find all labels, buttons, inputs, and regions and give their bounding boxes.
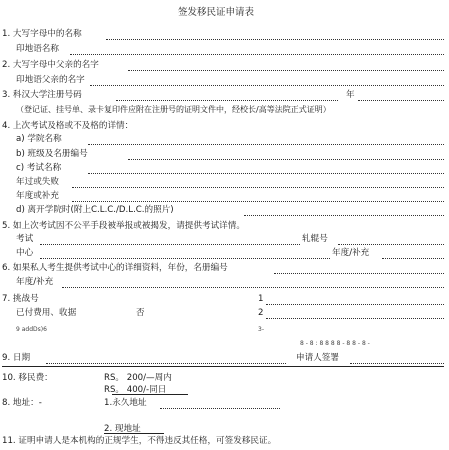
fee-option-1: RS。 200/—周内 — [104, 373, 172, 383]
field3-year-label: 年 — [346, 90, 355, 100]
section-divider — [2, 366, 444, 367]
field4-d-label: d) 离开学院时(附上C.L.C./D.L.C.的照片) — [16, 205, 174, 215]
field3-year-line[interactable] — [358, 100, 444, 101]
field11-statement: 11. 证明申请人是本机构的正规学生，不得违反其任格，可签发移民证。 — [2, 436, 277, 446]
field4-b-line[interactable] — [128, 159, 444, 160]
field4-label: 4. 上次考试及格或不及格的详情： — [2, 121, 134, 131]
field9-date-line[interactable] — [46, 363, 286, 364]
field7-line2[interactable] — [266, 318, 444, 319]
field1-sub-label: 印地语名称 — [16, 44, 59, 54]
fee-underline — [112, 394, 188, 395]
field3-note: （登记证、挂号单、录卡复印件应附在注册号的证明文件中，经校长/高等法院正式证明） — [16, 105, 331, 114]
field2-line[interactable] — [128, 70, 444, 71]
field7-tiny-text-3: 8 - 8 : 8 8 8 8 - 8 8 - 8 - — [300, 340, 370, 347]
field5-year-label: 年度/补充 — [332, 248, 370, 258]
field8-label: 8. 地址：- — [2, 398, 42, 408]
current-address-line[interactable] — [104, 433, 164, 434]
field7-line2-num: 2 — [258, 308, 264, 318]
fee-option-2: RS。 400/-同日 — [104, 385, 167, 395]
field5-center-line[interactable] — [40, 258, 330, 259]
field5-exam-line[interactable] — [40, 244, 300, 245]
field5-exam-label: 考试 — [16, 234, 34, 244]
field6-line[interactable] — [274, 273, 444, 274]
field2-sub-label: 印地语父亲的名字 — [16, 75, 85, 85]
field9-signature-line[interactable] — [350, 363, 444, 364]
field9-signature-label: 申请人签署 — [296, 353, 339, 363]
field3-line[interactable] — [116, 100, 338, 101]
field10-label: 10. 移民费： — [2, 373, 53, 383]
field5-roll-line[interactable] — [338, 244, 444, 245]
field4-c1-label: 年过或失败 — [16, 177, 59, 187]
field4-a-line[interactable] — [88, 144, 444, 145]
field4-c2-label: 年度或补充 — [16, 191, 59, 201]
field6-label: 6. 如果私人考生提供考试中心的详细资料，年份，名册编号 — [2, 263, 228, 273]
field7-line1-num: 1 — [258, 294, 264, 304]
field7-sub-label: 已付费用、收据 — [16, 308, 77, 318]
field4-c2-line[interactable] — [72, 201, 444, 202]
field7-tiny-text: 9 addDs)6 — [16, 326, 47, 333]
field2-label: 2. 大写字母中父亲的名字 — [2, 60, 99, 70]
field7-no-label: 否 — [136, 308, 145, 318]
field5-roll-label: 轧辊号 — [302, 234, 328, 244]
field7-tiny-text-2: 3- — [258, 326, 264, 333]
field4-c1-line[interactable] — [72, 187, 444, 188]
page-title: 签发移民证申请表 — [178, 7, 255, 18]
field1-label: 1. 大写字母中的名称 — [2, 29, 82, 39]
field6-sub-line[interactable] — [62, 287, 444, 288]
field5-center-label: 中心 — [16, 248, 34, 258]
field1-sub-line[interactable] — [70, 54, 444, 55]
field3-label: 3. 科汉大学注册号码 — [2, 90, 82, 100]
field4-c-label: c) 考试名称 — [16, 163, 62, 173]
field4-a-label: a) 学院名称 — [16, 134, 62, 144]
permanent-address-line[interactable] — [160, 408, 280, 409]
field7-label: 7. 挑战号 — [2, 294, 39, 304]
field1-line[interactable] — [106, 39, 444, 40]
field2-sub-line[interactable] — [90, 85, 444, 86]
field4-d-line[interactable] — [244, 215, 444, 216]
field5-label: 5. 如上次考试因不公平手段被举报或被揭发，请提供考试详情。 — [2, 221, 245, 231]
current-address-label: 2. 现地址 — [104, 424, 141, 434]
field9-label: 9. 日期 — [2, 353, 31, 363]
permanent-address-label: 1.永久地址 — [104, 398, 147, 408]
field6-sub-label: 年度/补充 — [16, 277, 54, 287]
field5-year-line[interactable] — [382, 258, 444, 259]
field4-b-label: b) 班级及名册编号 — [16, 149, 88, 159]
field7-line1[interactable] — [266, 304, 444, 305]
field4-c-line[interactable] — [88, 173, 444, 174]
